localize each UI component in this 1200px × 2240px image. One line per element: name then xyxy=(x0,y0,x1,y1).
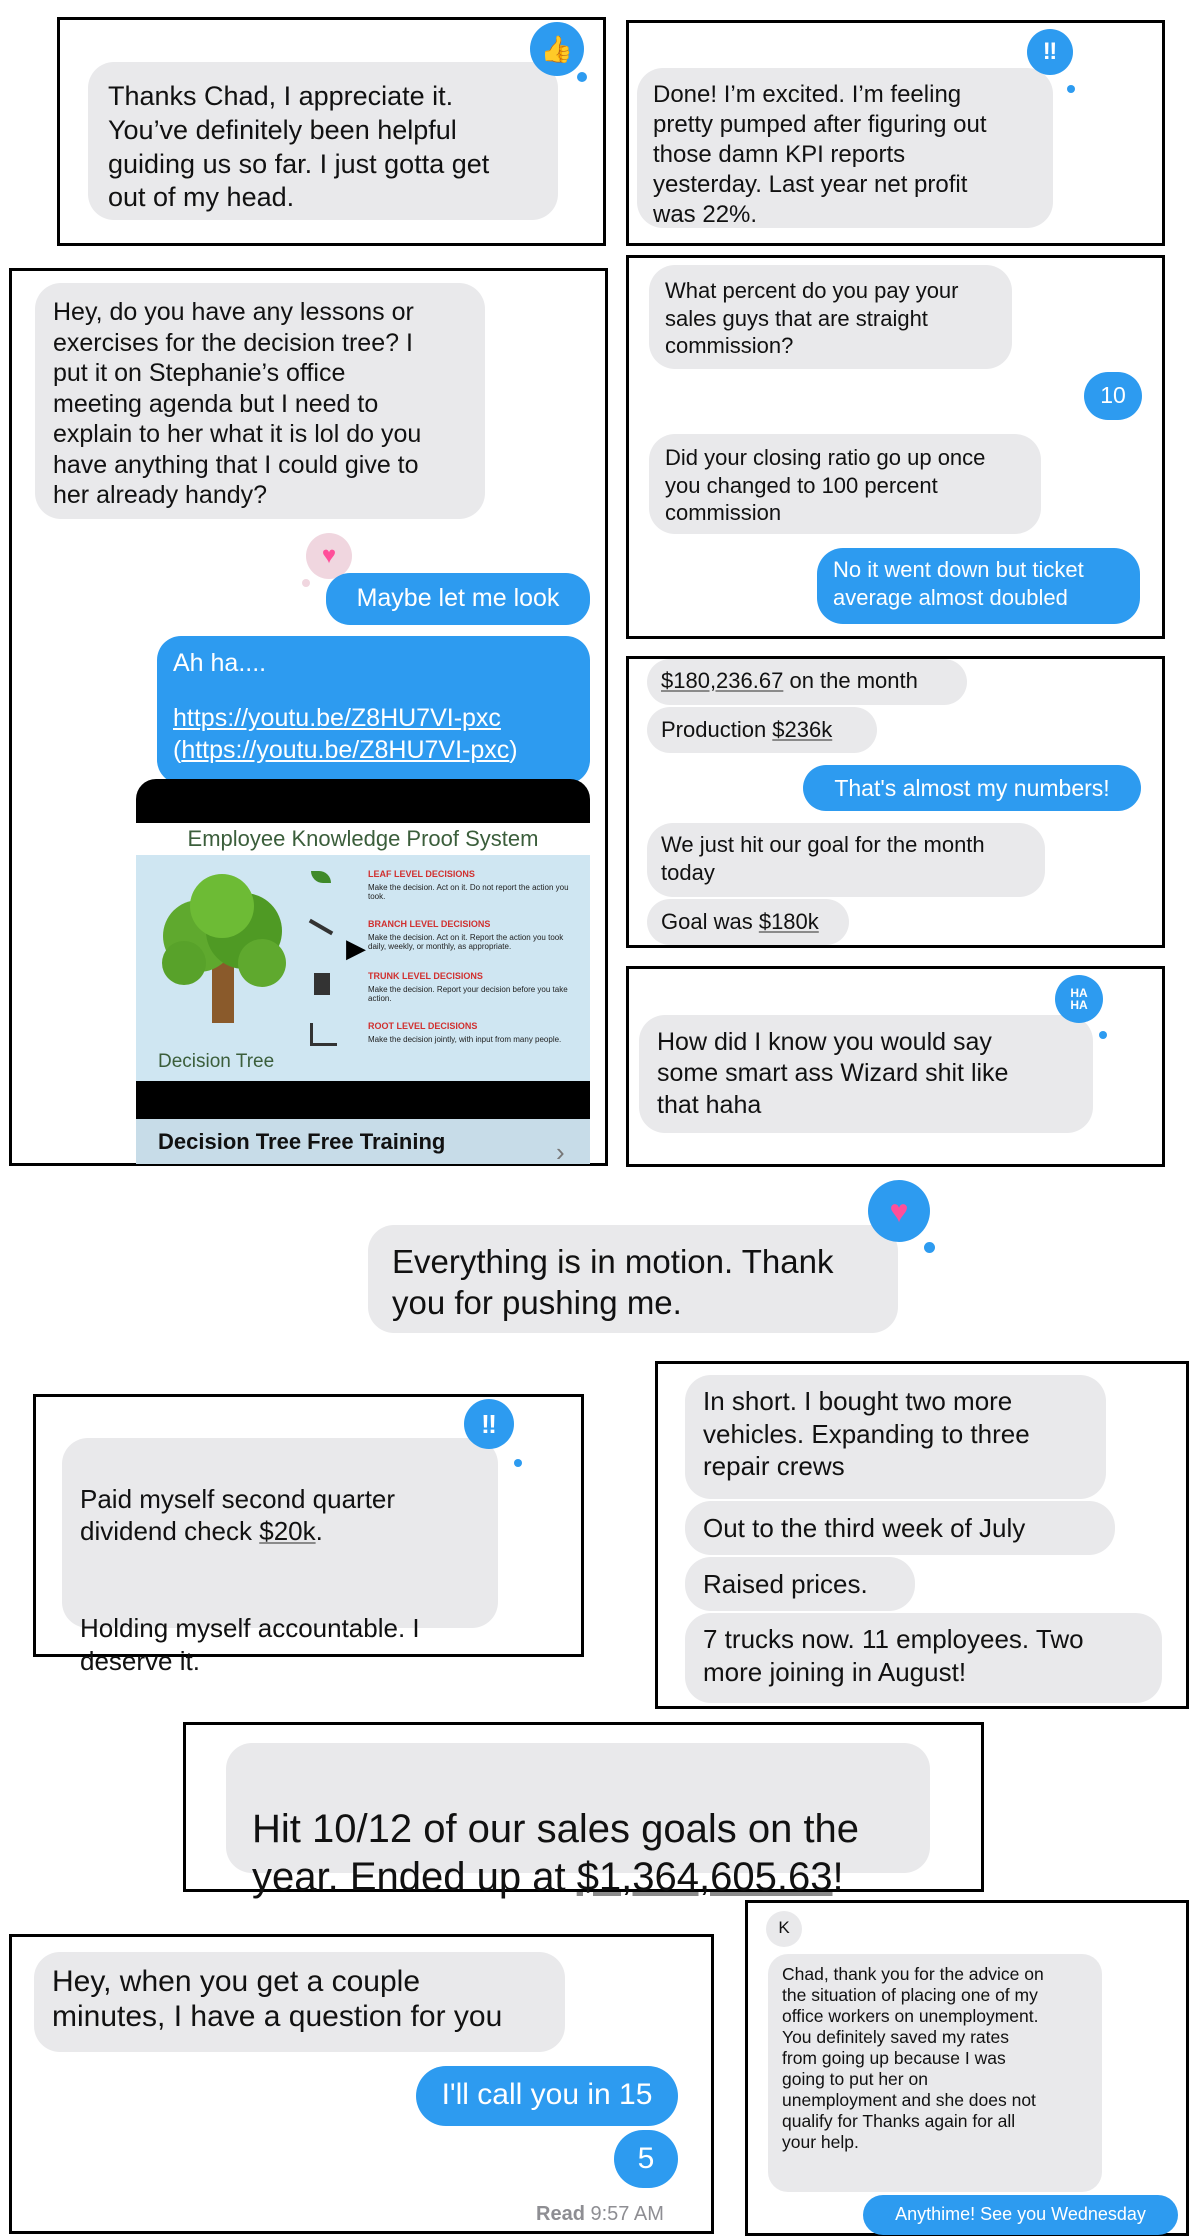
tapback-tail xyxy=(577,72,587,82)
text: Holding myself accountable. I deserve it. xyxy=(80,1613,420,1676)
level-icon-root xyxy=(310,1023,337,1046)
heart-glyph: ♥ xyxy=(889,1192,909,1229)
message-bubble[interactable]: In short. I bought two more vehicles. Expanding to three repair crews xyxy=(685,1375,1106,1499)
youtube-link[interactable]: https://youtu.be/Z8HU7VI-pxc xyxy=(173,704,501,733)
heart-tapback-icon xyxy=(868,1180,930,1242)
message-bubble[interactable]: Out to the third week of July xyxy=(685,1501,1115,1555)
text: Hit 10/12 of our sales goals on the year. Ended up at xyxy=(252,1807,860,1899)
tapback-tail xyxy=(1099,1031,1107,1039)
amount[interactable]: $1,364,605.63 xyxy=(576,1855,833,1899)
level-heading: LEAF LEVEL DECISIONS xyxy=(368,869,475,879)
message-bubble[interactable]: Thanks Chad, I appreciate it. You’ve definitely been helpful guiding us so far. I just gotta get out of my head. xyxy=(88,62,558,220)
level-icon-leaf xyxy=(311,871,331,883)
reply-bubble[interactable]: 5 xyxy=(614,2130,678,2188)
message-bubble[interactable] xyxy=(647,659,967,705)
chevron-right-icon: › xyxy=(556,1137,565,1164)
read-label: Read xyxy=(536,2203,585,2225)
amount[interactable]: $20k xyxy=(259,1516,316,1546)
level-heading: TRUNK LEVEL DECISIONS xyxy=(368,971,483,981)
video-thumbnail[interactable] xyxy=(136,823,590,1081)
panel-unemployment xyxy=(745,1900,1189,2236)
amount[interactable]: $180k xyxy=(758,909,819,934)
haha-tapback-icon: HA HA xyxy=(1055,975,1103,1023)
message-bubble[interactable]: 7 trucks now. 11 employees. Two more joining in August! xyxy=(685,1613,1162,1703)
play-icon[interactable]: ▶ xyxy=(346,933,366,963)
reply-bubble[interactable]: Anythime! See you Wednesday xyxy=(863,2195,1178,2235)
paren-close: ) xyxy=(509,735,518,764)
panel-monthly-numbers xyxy=(626,656,1165,948)
reply-bubble[interactable]: No it went down but ticket average almost doubled xyxy=(817,548,1140,624)
text: Paid myself second quarter dividend check xyxy=(80,1483,396,1546)
level-text: Make the decision. Report your decision before you take action. xyxy=(368,985,568,1003)
amount[interactable]: $180,236.67 xyxy=(661,668,784,693)
panel-kpi-reports xyxy=(626,20,1165,246)
exclamation-tapback-icon: ‼ xyxy=(464,1399,514,1449)
video-preview-card[interactable] xyxy=(136,779,590,1164)
preview-caption: Decision Tree Free Training xyxy=(158,1129,446,1154)
message-bubble-everything-in-motion[interactable]: Everything is in motion. Thank you for pushing me. xyxy=(368,1225,898,1333)
read-receipt xyxy=(536,2203,664,2226)
level-text: Make the decision. Act on it. Report the action you took daily, weekly, or monthly, as appropriate. xyxy=(368,933,564,951)
level-icon-branch xyxy=(309,919,334,935)
reply-bubble[interactable]: I'll call you in 15 xyxy=(416,2066,678,2126)
panel-dividend xyxy=(33,1394,584,1676)
tapback-tail xyxy=(302,579,310,587)
thumbs-up-tapback-icon: 👍 xyxy=(530,22,584,76)
amount[interactable]: $236k xyxy=(772,717,833,742)
level-icon-trunk xyxy=(314,973,330,995)
message-bubble[interactable]: Did your closing ratio go up once you changed to 100 percent commission xyxy=(649,434,1041,534)
panel-thanks-chad xyxy=(57,17,606,246)
text: Goal was xyxy=(661,909,759,934)
preview-caption-bar[interactable] xyxy=(136,1119,590,1164)
paren-open: ( xyxy=(173,735,182,764)
level-text: Make the decision. Act on it. Do not report the action you took. xyxy=(368,883,569,901)
panel-decision-tree xyxy=(9,268,608,1166)
panel-question xyxy=(9,1934,714,2234)
panel-wizard xyxy=(626,966,1165,1167)
text: . xyxy=(315,1516,323,1546)
panel-sales-goals xyxy=(183,1722,984,1899)
message-bubble[interactable] xyxy=(226,1743,930,1899)
message-bubble[interactable]: What percent do you pay your sales guys that are straight commission? xyxy=(649,265,1012,369)
reply-bubble[interactable]: 10 xyxy=(1084,372,1142,420)
text: Production xyxy=(661,717,773,742)
message-bubble[interactable] xyxy=(647,707,877,753)
message-bubble[interactable]: Hey, do you have any lessons or exercises for the decision tree? I put it on Stephanie’s office meeting agenda but I need to explain to her what it is lol do you have anything that I could give to her already handy? xyxy=(35,283,485,519)
exclamation-tapback-icon: ‼ xyxy=(1027,29,1073,75)
tapback-tail xyxy=(924,1242,935,1253)
reply-bubble[interactable]: That's almost my numbers! xyxy=(803,765,1141,811)
message-bubble[interactable]: Raised prices. xyxy=(685,1557,915,1611)
tree-illustration xyxy=(144,871,304,1031)
text: on the month xyxy=(783,668,918,693)
tree-caption: Decision Tree xyxy=(158,1051,275,1072)
link-message-bubble[interactable] xyxy=(157,636,590,784)
tapback-tail xyxy=(514,1459,522,1467)
message-bubble[interactable]: Hey, when you get a couple minutes, I have a question for you xyxy=(34,1952,565,2052)
text: ! xyxy=(832,1855,844,1899)
level-heading: BRANCH LEVEL DECISIONS xyxy=(368,919,491,929)
message-bubble[interactable] xyxy=(62,1438,498,1676)
message-bubble[interactable]: How did I know you would say some smart ass Wizard shit like that haha xyxy=(639,1015,1093,1133)
read-time: 9:57 AM xyxy=(590,2203,664,2225)
tapback-tail xyxy=(1067,85,1075,93)
link-intro: Ah ha.... xyxy=(173,649,267,677)
avatar: K xyxy=(766,1911,802,1947)
level-text: Make the decision jointly, with input from many people. xyxy=(368,1035,562,1044)
youtube-link-duplicate[interactable]: https://youtu.be/Z8HU7VI-pxc xyxy=(181,735,510,764)
message-bubble[interactable]: Chad, thank you for the advice on the situation of placing one of my office workers on unemployment. You definitely saved my rates from going up because I was going to put her on unemployment and she does not qualify for Thanks again for all your help. xyxy=(768,1954,1102,2192)
reply-bubble[interactable]: Maybe let me look xyxy=(326,573,590,625)
message-bubble[interactable]: We just hit our goal for the month today xyxy=(647,823,1045,897)
message-bubble[interactable]: Done! I’m excited. I’m feeling pretty pumped after figuring out those damn KPI reports yesterday. Last year net profit was 22%. xyxy=(637,68,1053,228)
panel-expansion xyxy=(655,1361,1189,1709)
thumbnail-title: Employee Knowledge Proof System xyxy=(136,823,590,855)
heart-tapback-icon: ♥ xyxy=(306,533,352,579)
panel-commission xyxy=(626,255,1165,639)
message-bubble[interactable] xyxy=(647,899,849,945)
level-heading: ROOT LEVEL DECISIONS xyxy=(368,1021,478,1031)
